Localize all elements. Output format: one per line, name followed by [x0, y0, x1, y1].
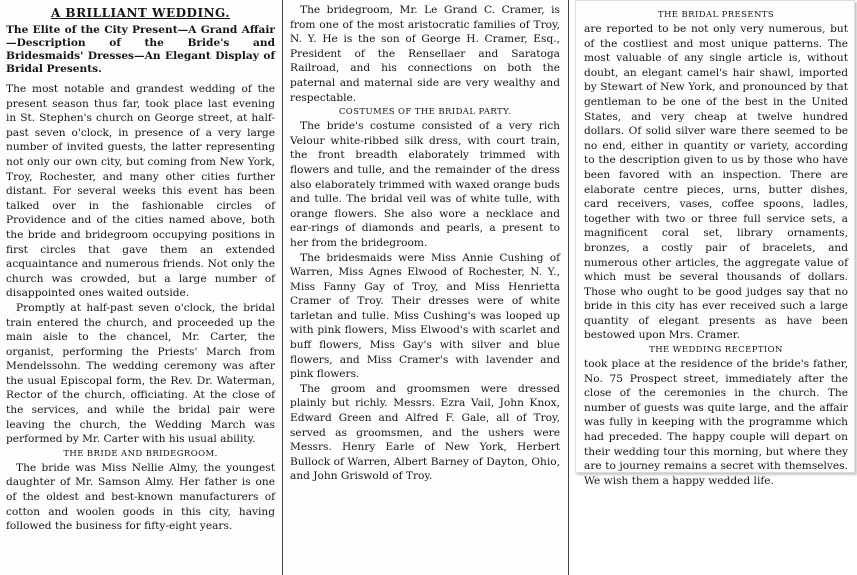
article-headline: A BRILLIANT WEDDING.: [50, 6, 231, 20]
subhead-bridal-presents: THE BRIDAL PRESENTS: [657, 10, 775, 20]
paragraph-presents: are reported to be not only very numerous, but of the costliest and most unique patterns. The most valuable of any single article is, without doubt, an elegant camel's hair shawl, imported by Stewart of New York, and pronounced by that gentleman to be one of the best in the United States, and very cheap at twelve hundred dollars. Of solid silver ware there seemed to be no end, either in quantity or variety, according to the description given to us by those who have been favored with an inspection. There are elaborate centre pieces, urns, butter dishes, card receivers, vases, coffee spoons, ladles, together with two or three full service sets, a magnificent coral set, library ornaments, bronzes, a costly pair of bracelets, and numerous other articles, the aggregate value of which must be several thousands of dollars. Those who ought to be good judges say that no bride in this city has ever received such a large quantity of elegant presents as have been bestowed upon Mrs. Cramer.: [584, 23, 848, 342]
paragraph-bride-costume: The bride's costume consisted of a very rich Velour white-ribbed silk dress, with court train, the front breadth elaborately trimmed with flowers and tulle, and the remainder of the dress also elaborately trimmed with waxed orange buds and tulle. The bridal veil was of white tulle, with orange flowers. She also wore a necklace and ear-rings of diamonds and pearls, a present to her from the bridegroom.: [290, 120, 560, 249]
paragraph-bride: The bride was Miss Nellie Almy, the youngest daughter of Mr. Samson Almy. Her father is one of the oldest and best-known manufacturers of cotton and woolen goods in this city, having followed the business for fifty-eight years.: [6, 461, 275, 533]
paragraph-reception: took place at the residence of the bride's father, No. 75 Prospect street, immediately after the close of the ceremonies in the church. The number of guests was quite large, and the affair was fully in keeping with the programme which had preceded. The happy couple will depart on their wedding tour this morning, but where they are to journey remains a secret with themselves. We wish them a happy wedded life.: [584, 358, 848, 487]
column-rule: [282, 0, 283, 575]
subhead-wedding-reception: THE WEDDING RECEPTION: [649, 345, 783, 356]
article-deck: The Elite of the City Present—A Grand Affair—Description of the Bride's and Bridesmaids' Dresses—An Elegant Display of Bridal Presents.: [6, 24, 275, 75]
paragraph-bridesmaids: The bridesmaids were Miss Annie Cushing of Warren, Miss Agnes Elwood of Rochester, N. Y., Miss Fanny Gay of Troy, and Miss Henrietta Cramer of Troy. Their dresses were of white tarletan and tulle. Miss Cushing's was looped up with pink flowers, Miss Elwood's with scarlet and buff flowers, Miss Gay's with silver and blue flowers, and Miss Cramer's with lavender and pink flowers.: [290, 251, 560, 381]
column-rule: [568, 0, 569, 575]
article-column-3: [576, 1, 856, 488]
subhead-bride-and-bridegroom: THE BRIDE AND BRIDEGROOM.: [63, 448, 218, 459]
paragraph-groomsmen: The groom and groomsmen were dressed plainly but richly. Messrs. Ezra Vail, John Knox, Edward Green and Alfred F. Gale, all of Troy, served as groomsmen, and the ushers were Messrs. Henry Earle of New York, Herbert Bullock of Warren, Albert Barney of Dayton, Ohio, and John Griswold of Troy.: [290, 382, 560, 483]
paragraph-opening: The most notable and grandest wedding of the present season thus far, took place last evening in St. Stephen's church on George street, at half-past seven o'clock, in presence of a very large number of invited guests, the latter representing not only our own city, but coming from New York, Troy, Rochester, and many other cities further distant. For several weeks this event has been talked over in the fashionable circles of Providence and of the cities named above, both the bride and bridegroom occupying positions in first circles that gave them an extended acquaintance and numerous friends. Not only the church was crowded, but a large number of disappointed ones waited outside.: [6, 83, 275, 300]
article-column-2: [284, 0, 566, 484]
newspaper-clipping-right: [575, 0, 855, 487]
paragraph-ceremony: Promptly at half-past seven o'clock, the bridal train entered the church, and proceeded up the main aisle to the chancel, Mr. Carter, the organist, performing the Priests' March from Mendelssohn. The wedding ceremony was after the usual Episcopal form, the Rev. Dr. Waterman, Rector of the church, officiating. At the close of the services, and while the bridal pair were leaving the church, the Wedding March was performed by Mr. Carter with his usual ability.: [6, 301, 275, 446]
article-column-1: [0, 0, 281, 534]
subhead-costumes: COSTUMES OF THE BRIDAL PARTY.: [338, 107, 512, 118]
paragraph-bridegroom: The bridegroom, Mr. Le Grand C. Cramer, is from one of the most aristocratic families of Troy, N. Y. He is the son of George H. Cramer, Esq., President of the Rensellaer and Saratoga Railroad, and his connections on both the paternal and maternal side are very wealthy and respectable.: [290, 4, 560, 104]
